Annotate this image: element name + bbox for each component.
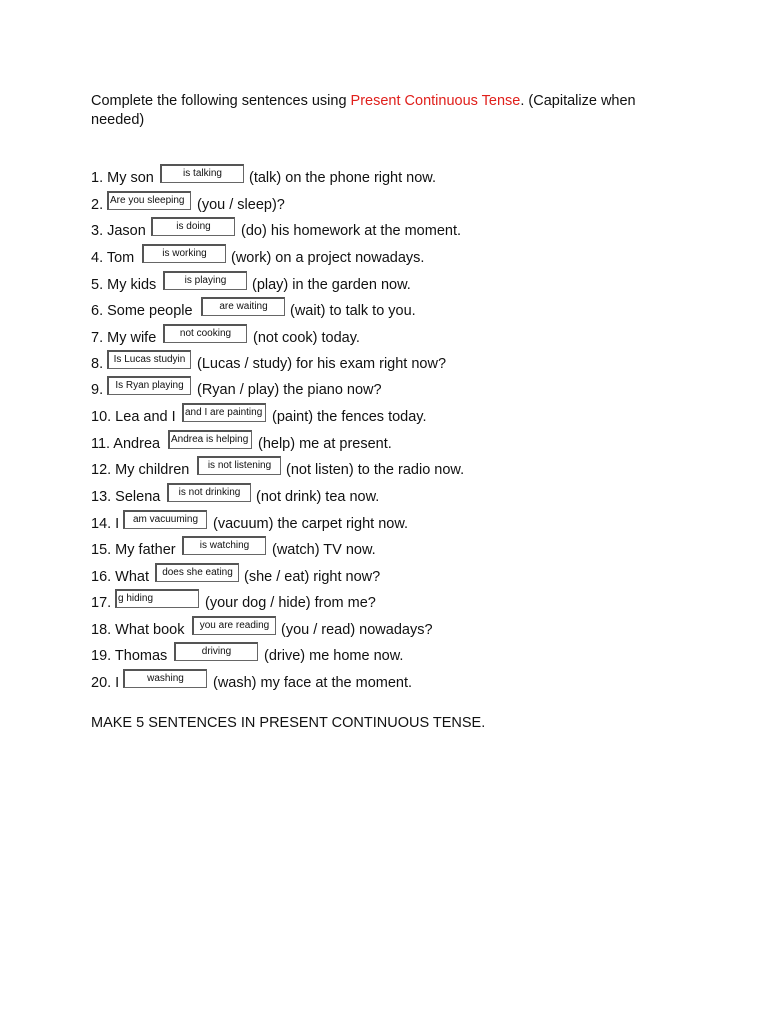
answer-field[interactable]: driving xyxy=(174,642,258,661)
exercise-suffix: (do) his homework at the moment. xyxy=(241,223,462,239)
instructions-suffix: . (Capitalize when needed) xyxy=(91,93,636,128)
exercise-suffix: (work) on a project nowadays. xyxy=(231,250,425,266)
answer-field[interactable]: Andrea is helping xyxy=(168,430,252,449)
answer-field[interactable]: not cooking xyxy=(163,324,247,343)
exercise-prefix: 17. xyxy=(91,595,112,611)
exercise-prefix: 6. Some people xyxy=(91,303,193,319)
exercise-prefix: 9. xyxy=(91,382,104,398)
exercise-suffix: (Lucas / study) for his exam right now? xyxy=(197,356,447,372)
exercise-suffix: (wait) to talk to you. xyxy=(290,303,416,319)
instructions xyxy=(91,92,691,130)
exercise-suffix: (watch) TV now. xyxy=(272,542,376,558)
exercise-prefix: 4. Tom xyxy=(91,250,135,266)
exercise-suffix: (play) in the garden now. xyxy=(252,277,411,293)
exercise-suffix: (drive) me home now. xyxy=(264,648,404,664)
closing-instruction: MAKE 5 SENTENCES IN PRESENT CONTINUOUS TENSE. xyxy=(91,715,486,731)
exercise-suffix: (you / read) nowadays? xyxy=(281,622,433,638)
exercise-suffix: (paint) the fences today. xyxy=(272,409,427,425)
answer-field[interactable]: are waiting xyxy=(201,297,285,316)
exercise-suffix: (talk) on the phone right now. xyxy=(249,170,437,186)
exercise-suffix: (you / sleep)? xyxy=(197,197,285,213)
answer-field[interactable]: does she eating xyxy=(155,563,239,582)
exercise-prefix: 2. xyxy=(91,197,104,213)
exercise-prefix: 11. Andrea xyxy=(91,436,161,452)
exercise-prefix: 5. My kids xyxy=(91,277,157,293)
answer-field[interactable]: washing xyxy=(123,669,207,688)
exercise-suffix: (she / eat) right now? xyxy=(244,569,381,585)
answer-field[interactable]: am vacuuming xyxy=(123,510,207,529)
exercise-prefix: 13. Selena xyxy=(91,489,161,505)
exercise-suffix: (Ryan / play) the piano now? xyxy=(197,382,382,398)
answer-field[interactable]: is talking xyxy=(160,164,244,183)
exercise-prefix: 18. What book xyxy=(91,622,185,638)
exercise-prefix: 19. Thomas xyxy=(91,648,168,664)
exercise-suffix: (vacuum) the carpet right now. xyxy=(213,516,409,532)
answer-field[interactable]: is not drinking xyxy=(167,483,251,502)
instructions-prefix: Complete the following sentences using xyxy=(91,93,351,109)
answer-field[interactable]: and I are painting xyxy=(182,403,266,422)
exercise-suffix: (not cook) today. xyxy=(253,330,360,346)
exercise-prefix: 10. Lea and I xyxy=(91,409,176,425)
exercise-suffix: (not listen) to the radio now. xyxy=(286,462,465,478)
exercise-prefix: 15. My father xyxy=(91,542,176,558)
exercise-prefix: 3. Jason xyxy=(91,223,146,239)
answer-field[interactable]: is watching xyxy=(182,536,266,555)
exercise-suffix: (help) me at present. xyxy=(258,436,392,452)
answer-field[interactable]: g hiding xyxy=(115,589,199,608)
exercise-prefix: 20. I xyxy=(91,675,120,691)
exercise-suffix: (wash) my face at the moment. xyxy=(213,675,413,691)
exercise-prefix: 16. What xyxy=(91,569,150,585)
answer-field[interactable]: is playing xyxy=(163,271,247,290)
answer-field[interactable]: you are reading xyxy=(192,616,276,635)
answer-field[interactable]: is not listening xyxy=(197,456,281,475)
answer-field[interactable]: Are you sleeping xyxy=(107,191,191,210)
exercise-prefix: 14. I xyxy=(91,516,120,532)
answer-field[interactable]: Is Lucas studyin xyxy=(107,350,191,369)
answer-field[interactable]: is doing xyxy=(151,217,235,236)
exercise-prefix: 12. My children xyxy=(91,462,190,478)
exercise-suffix: (your dog / hide) from me? xyxy=(205,595,376,611)
exercise-prefix: 7. My wife xyxy=(91,330,157,346)
exercise-prefix: 8. xyxy=(91,356,104,372)
exercise-prefix: 1. My son xyxy=(91,170,154,186)
answer-field[interactable]: Is Ryan playing xyxy=(107,376,191,395)
exercise-suffix: (not drink) tea now. xyxy=(256,489,380,505)
instructions-highlight: Present Continuous Tense xyxy=(350,93,521,109)
answer-field[interactable]: is working xyxy=(142,244,226,263)
